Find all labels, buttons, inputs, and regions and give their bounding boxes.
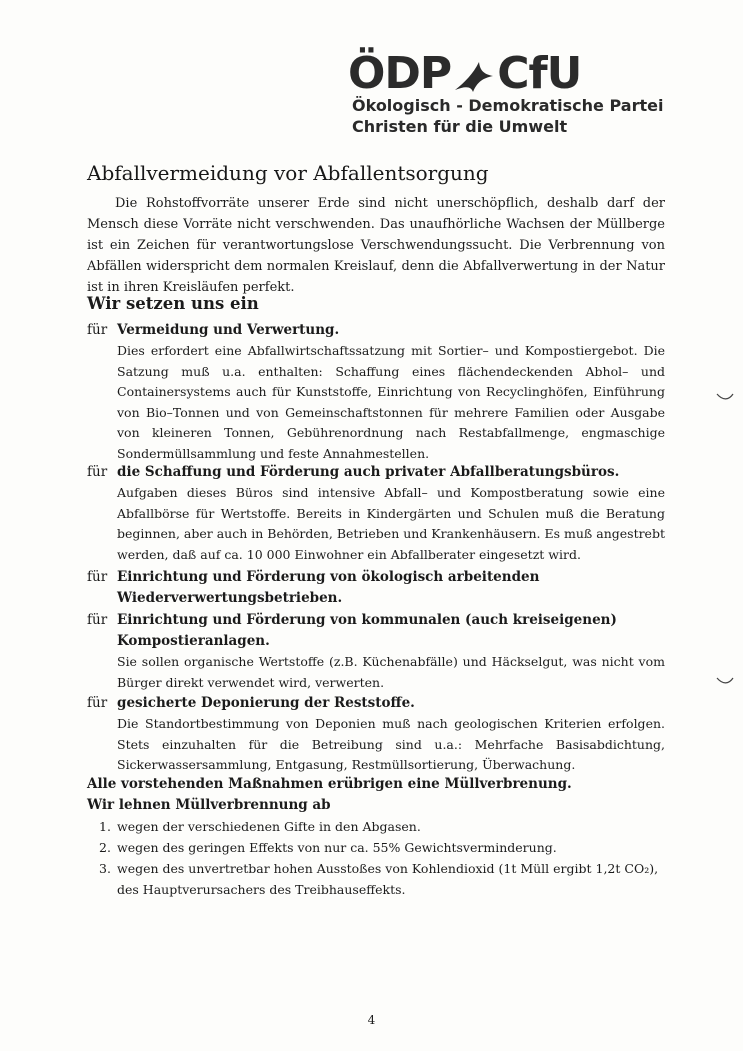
item-prefix: für [87, 464, 108, 480]
item-heading: Vermeidung und Verwertung. [117, 322, 340, 338]
reject-heading: Wir lehnen Müllverbrennung ab [87, 797, 331, 813]
reasons-list [87, 816, 667, 900]
item-prefix: für [87, 322, 108, 338]
list-number: 1. [99, 819, 111, 834]
item-heading: Einrichtung und Förderung von kommunalen (auch kreiseigenen) Kompostieranlagen. [117, 612, 617, 649]
swallow-icon [453, 56, 495, 96]
list-item [87, 837, 667, 858]
list-item-text: wegen des geringen Effekts von nur ca. 55% Gewichtsverminderung. [117, 840, 557, 855]
page-number: 4 [367, 1013, 376, 1027]
item-body: Sie sollen organische Wertstoffe (z.B. Küchenabfälle) und Häckselgut, was nicht vom Bürger direkt verwendet wird, verwerten. [117, 654, 665, 690]
demand-item [87, 320, 665, 464]
item-heading: Einrichtung und Förderung von ökologisch arbeitenden Wiederverwertungsbetrieben. [117, 569, 540, 606]
list-item [87, 858, 667, 900]
section-heading: Wir setzen uns ein [87, 294, 259, 313]
logo-mark-right: CfU [497, 48, 582, 99]
item-heading: die Schaffung und Förderung auch privater Abfallberatungsbüros. [117, 464, 620, 480]
intro-paragraph: Die Rohstoffvorräte unserer Erde sind nicht unerschöpflich, deshalb darf der Mensch diese Vorräte nicht verschwenden. Das unaufhörliche Wachsen der Müllberge ist ein Zeichen für verantwortungslose Verschwendungssucht. Die Verbrennung von Abfällen widerspricht dem normalen Kreislauf, denn die Abfallverwertung in der Natur ist in ihren Kreisläufen perfekt. [87, 196, 665, 295]
logo-mark-left: ÖDP [348, 48, 452, 99]
demand-item [87, 567, 665, 609]
conclusion-text: Alle vorstehenden Maßnahmen erübrigen eine Müllverbrenung. [87, 776, 572, 792]
punch-hole-mark-icon [715, 392, 735, 402]
item-heading: gesicherte Deponierung der Reststoffe. [117, 695, 415, 711]
item-prefix: für [87, 695, 108, 711]
demand-item [87, 462, 665, 565]
logo-party-subtitle: Christen für die Umwelt [352, 117, 568, 136]
list-item [87, 816, 667, 837]
item-body: Die Standortbestimmung von Deponien muß nach geologischen Kriterien erfolgen. Stets einzuhalten für die Betreibung sind u.a.: Mehrfache Basisabdichtung, Sickerwassersammlung, Entgasung, Restmüllsortierung, Überwachung. [117, 716, 665, 772]
list-item-text: wegen des unvertretbar hohen Ausstoßes von Kohlendioxid (1t Müll ergibt 1,2t CO₂), des Hauptverursachers des Treibhauseffekts. [117, 861, 659, 897]
punch-hole-mark-icon [715, 676, 735, 686]
demand-item [87, 693, 665, 776]
logo-wordmark [348, 48, 678, 99]
logo-party-name: Ökologisch - Demokratische Partei [352, 96, 664, 115]
list-number: 2. [99, 840, 111, 855]
item-prefix: für [87, 569, 108, 585]
demand-item [87, 610, 665, 693]
page-title: Abfallvermeidung vor Abfallentsorgung [87, 161, 489, 185]
list-item-text: wegen der verschiedenen Gifte in den Abgasen. [117, 819, 421, 834]
list-number: 3. [99, 861, 111, 876]
item-body: Dies erfordert eine Abfallwirtschaftssatzung mit Sortier– und Kompostiergebot. Die Satzung muß u.a. enthalten: Schaffung eines flächendeckenden Abhol– und Containersystems auch für Kunststoffe, Einrichtung von Recyclinghöfen, Einführung von Bio–Tonnen und von Gemeinschaftstonnen für mehrere Familien oder Ausgabe von kleineren Tonnen, Gebührenordnung nach Restabfallmenge, engmaschige Sondermüllsammlung und feste Annahmestellen. [117, 343, 665, 461]
item-prefix: für [87, 612, 108, 628]
item-body: Aufgaben dieses Büros sind intensive Abfall– und Kompostberatung sowie eine Abfallbörse für Wertstoffe. Bereits in Kindergärten und Schulen muß die Beratung beginnen, aber auch in Behörden, Betrieben und Krankenhäusern. Es muß angestrebt werden, daß auf ca. 10 000 Einwohner ein Abfallberater eingesetzt wird. [117, 485, 665, 562]
party-logo [348, 48, 678, 147]
